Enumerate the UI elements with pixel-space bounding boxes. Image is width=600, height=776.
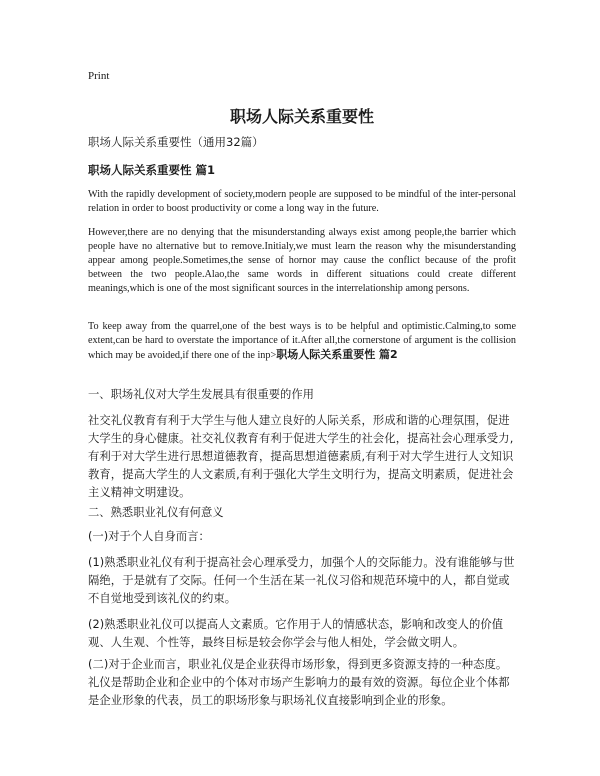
print-label: Print: [88, 70, 110, 82]
chinese-paragraph-3: (2)熟悉职业礼仪可以提高人文素质。它作用于人的情感状态，影响和改变人的价值观、人生观、个性等，最终目标是较会你学会与他人相处，学会做文明人。: [88, 618, 504, 649]
chinese-paragraph-4: (二)对于企业而言，职业礼仪是企业获得市场形象，得到更多资源支持的一种态度。礼仪是帮助企业和企业中的个体对市场产生影响力的最有效的资源。每位企业个体都是企业形象的代表，员工的职场形象与职场礼仪直接影响到企业的形象。: [88, 658, 510, 707]
english-paragraph-3-text: To keep away from the quarrel,one of the best ways is to be helpful and optimistic.Calming,to some extent,can be hard to overstate the importance of it.After all,the cornerstone of argument is the collision which may be avoided,if there one of the inp>: [88, 321, 516, 361]
page-title: 职场人际关系重要性: [229, 107, 374, 126]
document-subtitle: 职场人际关系重要性（通用32篇）: [88, 135, 264, 149]
chinese-heading-1: 一、职场礼仪对大学生发展具有很重要的作用: [88, 388, 314, 401]
english-paragraph-3: [88, 320, 516, 363]
english-paragraph-2: However,there are no denying that the misunderstanding always exist among people,the barrier which people have no alternative but to remove.Initialy,we must learn the reason why the misunderstanding appear among people.Sometimes,the sense of hornor may cause the conflict because of the profit between the two people.Alao,the same words in different situations could create different meanings,which is one of the most significant sources in the interrelationship among persons.: [88, 227, 516, 294]
section-heading-2: 职场人际关系重要性 篇2: [276, 348, 398, 361]
chinese-heading-3: (一)对于个人自身而言：: [88, 530, 210, 543]
section-heading-1: 职场人际关系重要性 篇1: [88, 163, 216, 177]
chinese-paragraph-1: 社交礼仪教育有利于大学生与他人建立良好的人际关系，形成和谐的心理氛围，促进大学生的身心健康。社交礼仪教育有利于促进大学生的社会化，提高社会心理承受力,有利于对大学生进行思想道德教育，提高思想道德素质,有利于对大学生进行人文知识教育，提高大学生的人文素质,有利于强化大学生文明行为，提高文明素质，促进社会主义精神文明建设。: [88, 414, 514, 499]
chinese-heading-2: 二、熟悉职业礼仪有何意义: [88, 506, 224, 519]
chinese-paragraph-2: (1)熟悉职业礼仪有利于提高社会心理承受力，加强个人的交际能力。没有谁能够与世隔绝，于是就有了交际。任何一个生活在某一礼仪习俗和规范环境中的人，都自觉或不自觉地受到该礼仪的约束。: [88, 556, 515, 605]
english-paragraph-1: With the rapidly development of society,modern people are supposed to be mindful of the inter-personal relation in order to boost productivity or come a long way in the future.: [88, 189, 516, 214]
